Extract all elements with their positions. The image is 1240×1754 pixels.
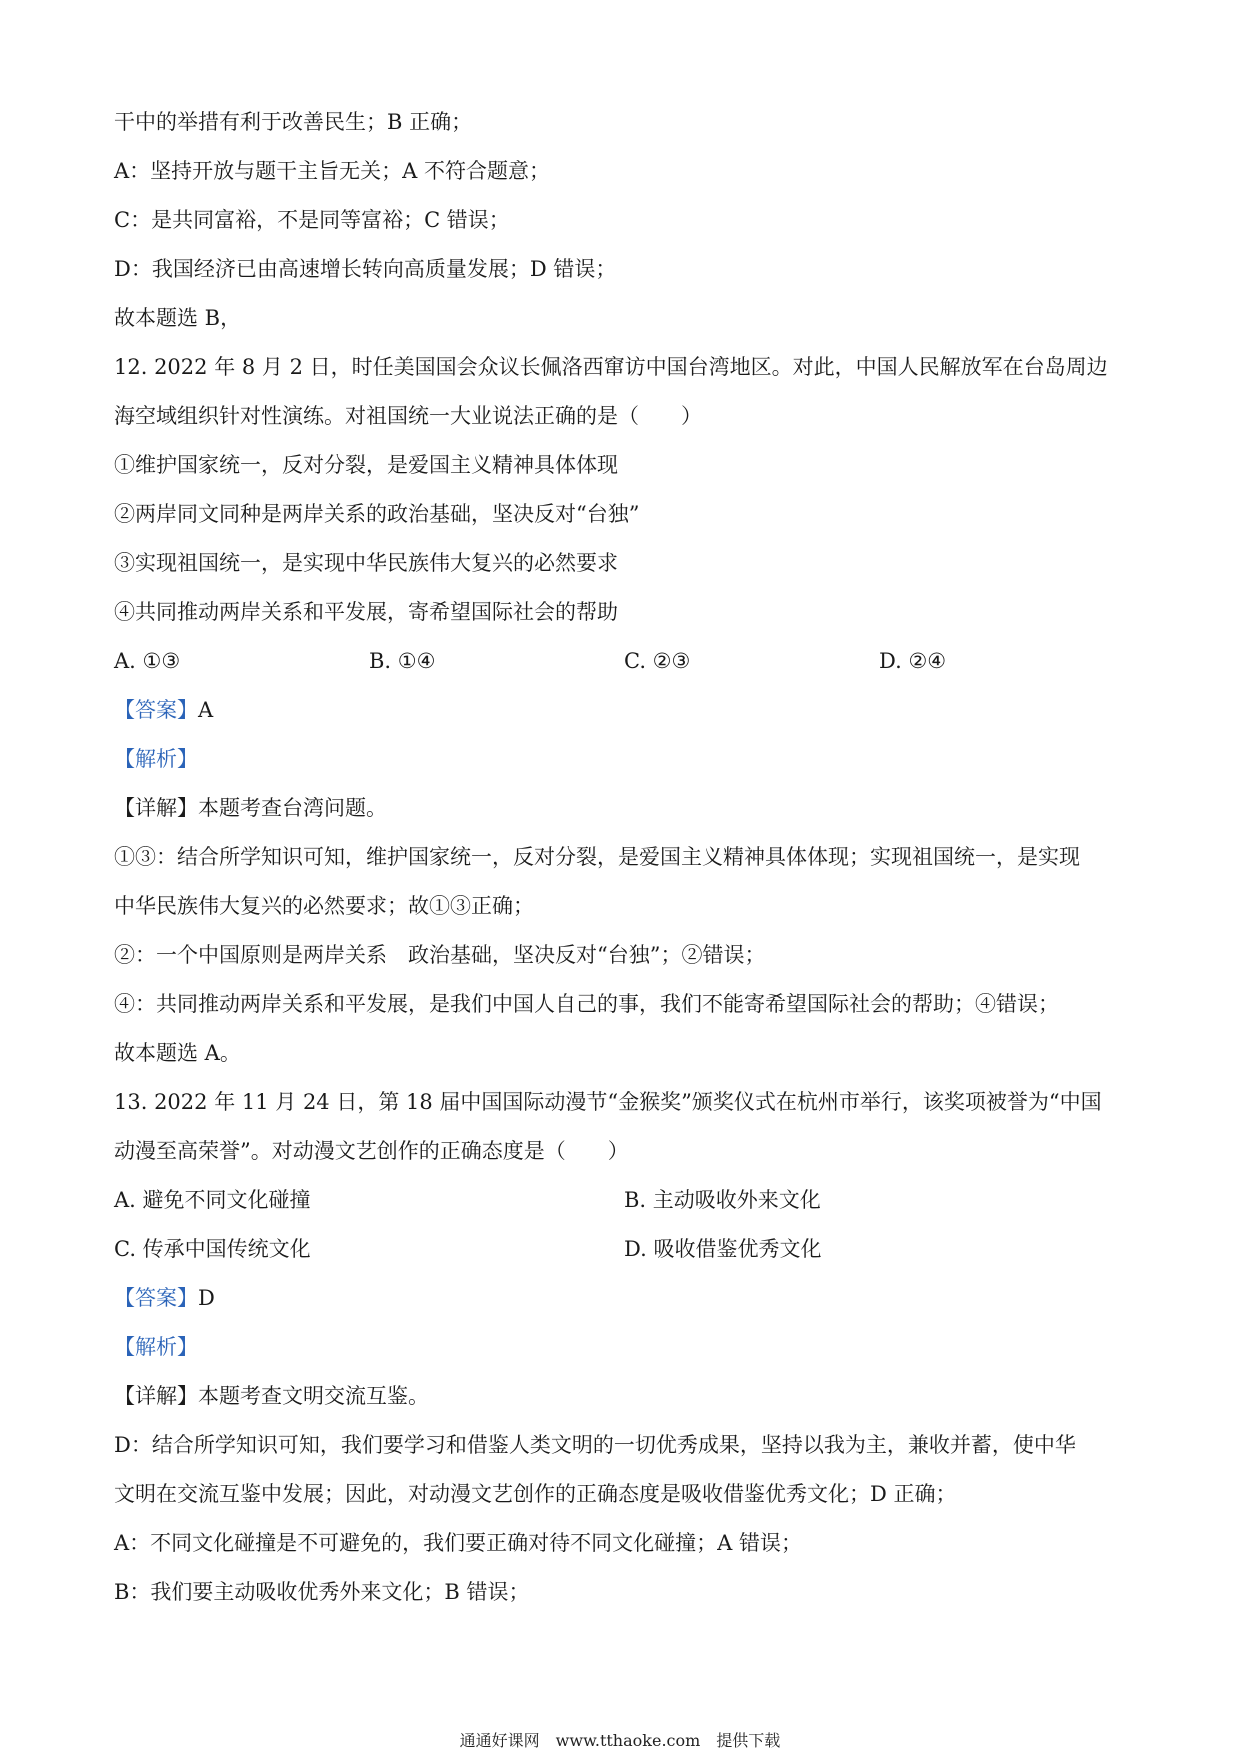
option-d: D. ②④: [879, 649, 947, 673]
text-line: A：坚持开放与题干主旨无关；A 不符合题意；: [114, 159, 551, 183]
question-12-stem: 12. 2022 年 8 月 2 日，时任美国国会众议长佩洛西窜访中国台湾地区。对此，中国人民解放军在台岛周边: [114, 355, 1108, 379]
answer-value: D: [198, 1286, 215, 1310]
document-page: [114, 98, 1134, 1617]
answer-tag: 【答案】: [114, 1286, 198, 1310]
question-13-stem: 动漫至高荣誉”。对动漫文艺创作的正确态度是（ ）: [114, 1139, 629, 1163]
detail-line: 【详解】本题考查台湾问题。: [114, 796, 387, 820]
question-13-options-row-1: [114, 1176, 1134, 1225]
detail-line: 中华民族伟大复兴的必然要求；故①③正确；: [114, 894, 534, 918]
detail-line: 故本题选 A。: [114, 1041, 241, 1065]
detail-line: ②：一个中国原则是两岸关系 政治基础，坚决反对“台独”；②错误；: [114, 943, 766, 967]
detail-line: D：结合所学知识可知，我们要学习和借鉴人类文明的一切优秀成果，坚持以我为主，兼收并蓄，使中华: [114, 1433, 1076, 1457]
option-a: A. 避免不同文化碰撞: [114, 1188, 311, 1212]
detail-line: 文明在交流互鉴中发展；因此，对动漫文艺创作的正确态度是吸收借鉴优秀文化；D 正确；: [114, 1482, 957, 1506]
statement-item: ③实现祖国统一，是实现中华民族伟大复兴的必然要求: [114, 551, 618, 575]
question-12-stem: 海空域组织针对性演练。对祖国统一大业说法正确的是（ ）: [114, 404, 702, 428]
text-line: 干中的举措有利于改善民生；B 正确；: [114, 110, 473, 134]
question-12-options: [114, 637, 1134, 686]
option-c: C. ②③: [624, 649, 691, 673]
analysis-tag: 【解析】: [114, 747, 198, 771]
option-b: B. ①④: [369, 649, 436, 673]
detail-line: ①③：结合所学知识可知，维护国家统一，反对分裂，是爱国主义精神具体体现；实现祖国统一，是实现: [114, 845, 1080, 869]
question-13-stem: 13. 2022 年 11 月 24 日，第 18 届中国国际动漫节“金猴奖”颁奖仪式在杭州市举行，该奖项被誉为“中国: [114, 1090, 1102, 1114]
detail-line: ④：共同推动两岸关系和平发展，是我们中国人自己的事，我们不能寄希望国际社会的帮助；④错误；: [114, 992, 1059, 1016]
answer-line: [114, 686, 1134, 735]
text-line: D：我国经济已由高速增长转向高质量发展；D 错误；: [114, 257, 617, 281]
answer-value: A: [198, 698, 214, 722]
detail-line: 【详解】本题考查文明交流互鉴。: [114, 1384, 429, 1408]
question-13-options-row-2: [114, 1225, 1134, 1274]
option-c: C. 传承中国传统文化: [114, 1237, 311, 1261]
text-line: C：是共同富裕，不是同等富裕；C 错误；: [114, 208, 510, 232]
detail-line: B：我们要主动吸收优秀外来文化；B 错误；: [114, 1580, 530, 1604]
text-line: 故本题选 B，: [114, 306, 242, 330]
analysis-line: [114, 1323, 1134, 1372]
statement-item: ④共同推动两岸关系和平发展，寄希望国际社会的帮助: [114, 600, 618, 624]
page-footer: 通通好课网 www.tthaoke.com 提供下载: [459, 1731, 781, 1750]
analysis-line: [114, 735, 1134, 784]
answer-line: [114, 1274, 1134, 1323]
option-a: A. ①③: [114, 649, 181, 673]
option-b: B. 主动吸收外来文化: [624, 1188, 821, 1212]
statement-item: ②两岸同文同种是两岸关系的政治基础，坚决反对“台独”: [114, 502, 640, 526]
analysis-tag: 【解析】: [114, 1335, 198, 1359]
statement-item: ①维护国家统一，反对分裂，是爱国主义精神具体体现: [114, 453, 618, 477]
detail-line: A：不同文化碰撞是不可避免的，我们要正确对待不同文化碰撞；A 错误；: [114, 1531, 803, 1555]
option-d: D. 吸收借鉴优秀文化: [624, 1237, 822, 1261]
answer-tag: 【答案】: [114, 698, 198, 722]
